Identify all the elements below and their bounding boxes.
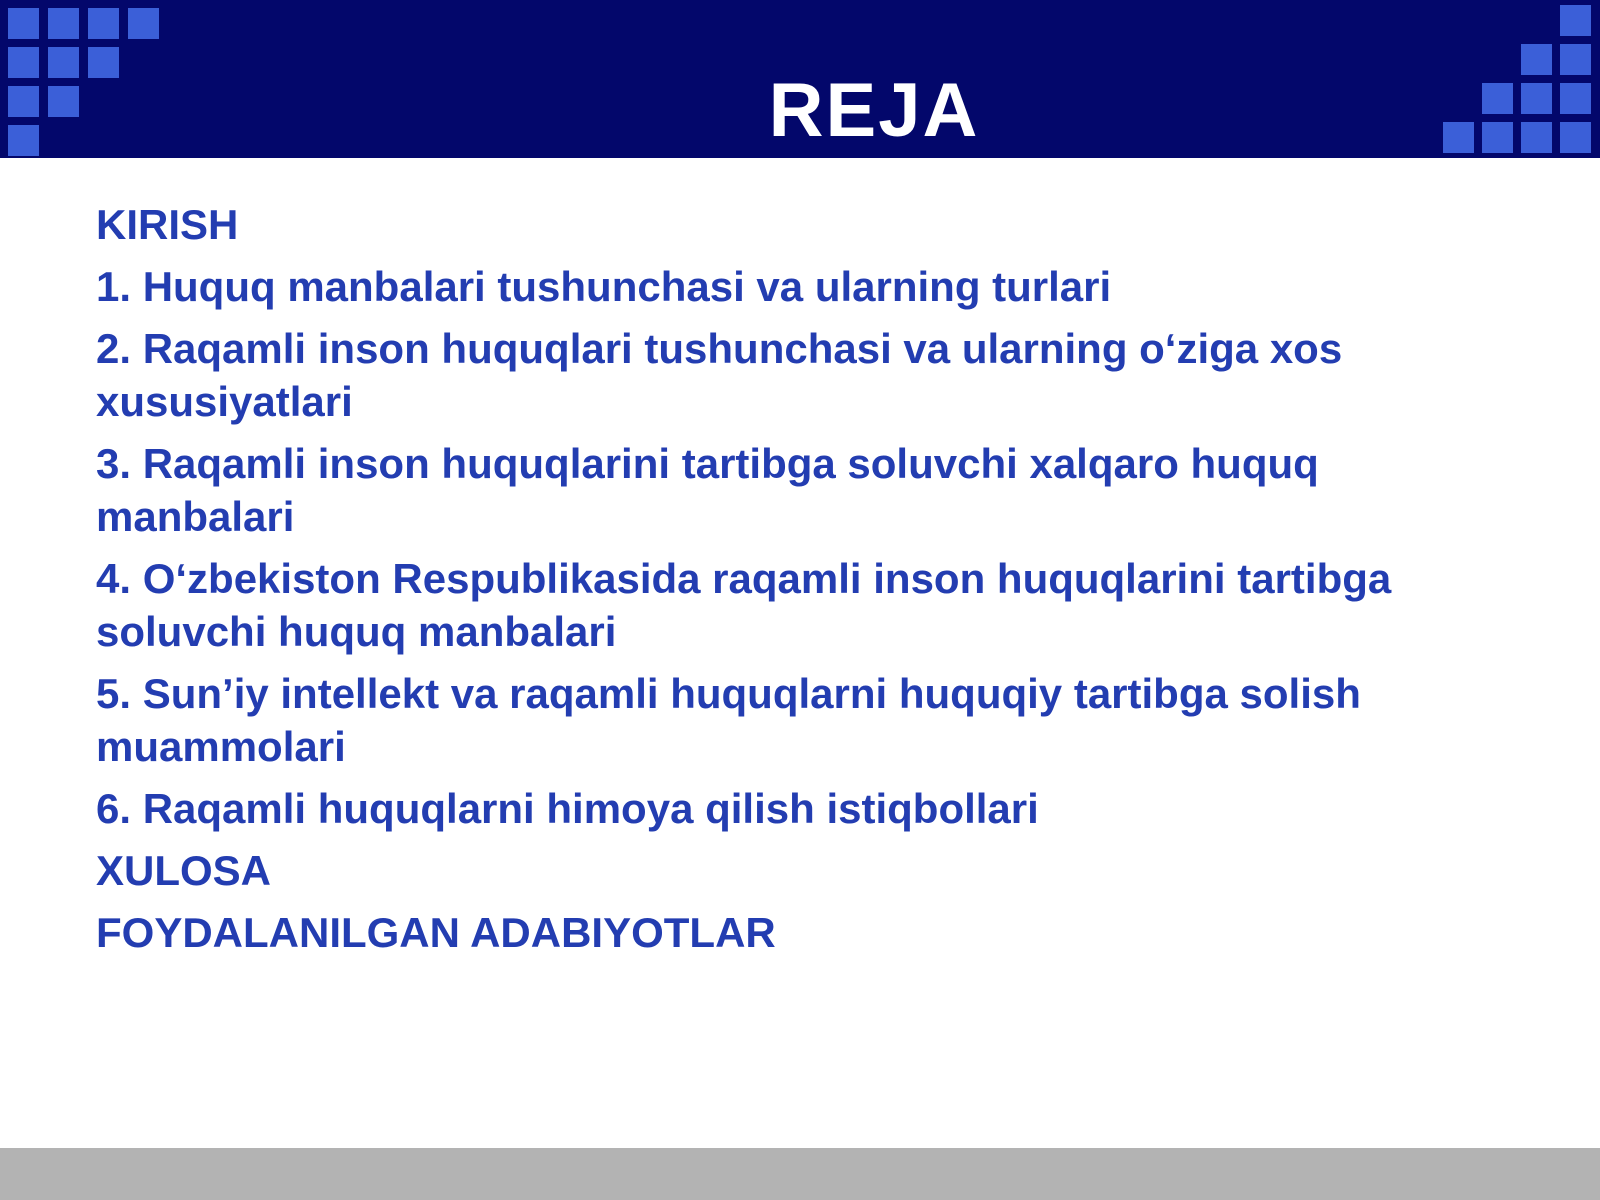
agenda-list [96,198,1496,968]
decor-square [1560,5,1591,36]
agenda-item-6: 6. Raqamli huquqlarni himoya qilish istiqbollari [96,785,1039,832]
footer-band [0,1148,1600,1200]
agenda-item-conclusion: XULOSA [96,847,272,894]
header-band [0,0,1600,158]
agenda-item-references: FOYDALANILGAN ADABIYOTLAR [96,909,776,956]
agenda-item-3: 3. Raqamli inson huquqlarini tartibga soluvchi xalqaro huquq manbalari [96,440,1319,540]
agenda-item-5: 5. Sun’iy intellekt va raqamli huquqlarni huquqiy tartibga solish muammolari [96,670,1361,770]
agenda-item-1: 1. Huquq manbalari tushunchasi va ularning turlari [96,263,1112,310]
slide-title: REJA [768,68,980,153]
agenda-item-2: 2. Raqamli inson huquqlari tushunchasi va ularning o‘ziga xos xususiyatlari [96,325,1343,425]
decor-square [8,8,39,39]
agenda-item-4: 4. O‘zbekiston Respublikasida raqamli inson huquqlarini tartibga soluvchi huquq manbalari [96,555,1392,655]
decor-square [48,8,79,39]
decor-square [88,8,119,39]
decor-square [128,8,159,39]
agenda-item-introduction: KIRISH [96,201,239,248]
